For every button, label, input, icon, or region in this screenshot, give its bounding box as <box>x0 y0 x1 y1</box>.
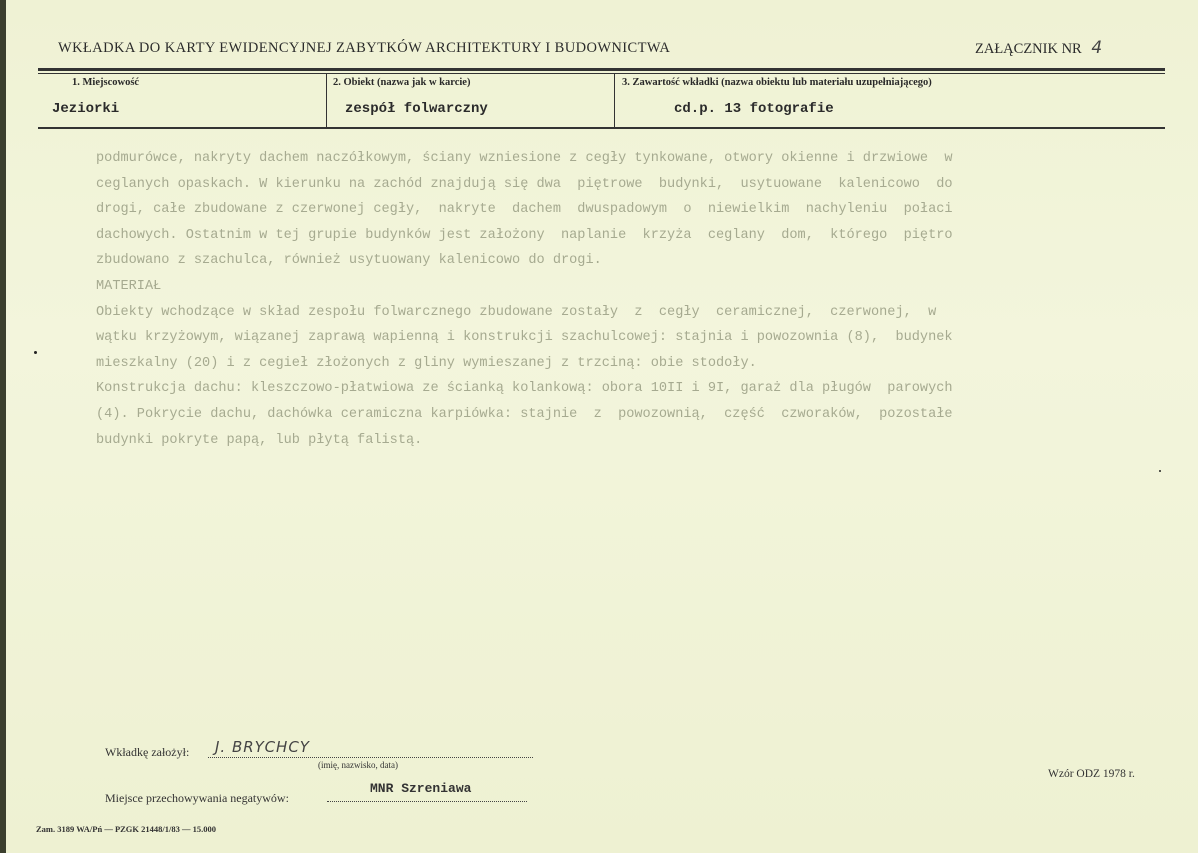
field-divider <box>614 74 615 128</box>
description-line: Obiekty wchodzące w skład zespołu folwarcznego zbudowane zostały z cegły ceramicznej, czerwonej, w <box>96 304 937 320</box>
description-line: (4). Pokrycie dachu, dachówka ceramiczna karpiówka: stajnie z powozownią, część czworaków, pozostałe <box>96 406 953 422</box>
header-rule-thin <box>38 73 1165 74</box>
description-line: mieszkalny (20) i z cegieł złożonych z gliny wymieszanej z trzciną: obie stodoły. <box>96 355 757 371</box>
field-divider <box>326 74 327 128</box>
negatives-line <box>327 801 527 802</box>
locality-value: Jeziorki <box>52 101 120 117</box>
paper-speck <box>1159 470 1161 472</box>
negatives-value: MNR Szreniawa <box>370 781 472 796</box>
fields-bottom-rule <box>38 127 1165 129</box>
description-line: podmurówce, nakryty dachem naczółkowym, ściany wzniesione z cegły tynkowane, otwory okienne i drzwiowe w <box>96 151 953 166</box>
description-line: wątku krzyżowym, wiązanej zaprawą wapienną i konstrukcji szachulcowej: stajnia i powozownia (8), budynek <box>96 330 953 346</box>
annex-number <box>975 38 1102 58</box>
description-line: drogi, całe zbudowane z czerwonej cegły, nakryte dachem dwuspadowym o niewielkim nachyleniu połaci <box>96 202 953 218</box>
paper-speck <box>34 351 37 354</box>
negatives-label: Miejsce przechowywania negatywów: <box>105 791 289 805</box>
created-by-signature: J. BRYCHCY <box>215 738 310 756</box>
description-line: dachowych. Ostatnim w tej grupie budynków jest założony naplanie krzyża ceglany dom, którego piętro <box>96 227 953 243</box>
description-line: Konstrukcja dachu: kleszczowo-płatwiowa ze ścianką kolankową: obora 10II i 9I, garaż dla pługów parowych <box>96 381 953 397</box>
created-by-note: (imię, nazwisko, data) <box>318 760 398 770</box>
header-rule <box>38 68 1165 71</box>
description-line: budynki pokryte papą, lub płytą falistą. <box>96 432 423 448</box>
annex-handwritten-number: 4 <box>1091 38 1103 58</box>
created-by-label: Wkładkę założył: <box>105 745 190 759</box>
description-line: ceglanych opaskach. W kierunku na zachód znajdują się dwa piętrowe budynki, usytuowane kalenicowo do <box>96 176 953 192</box>
content-label: 3. Zawartość wkładki (nazwa obiektu lub materiału uzupełniającego) <box>622 77 932 88</box>
content-value: cd.p. 13 fotografie <box>674 101 834 117</box>
description-text <box>96 146 1156 453</box>
template-version: Wzór ODZ 1978 r. <box>1048 768 1135 780</box>
locality-label: 1. Miejscowość <box>72 77 140 88</box>
object-value: zespół folwarczny <box>345 101 488 117</box>
annex-label: ZAŁĄCZNIK NR <box>975 41 1082 57</box>
print-order-note: Zam. 3189 WA/Pń — PZGK 21448/1/83 — 15.000 <box>36 824 217 834</box>
section-heading-material: MATERIAŁ <box>96 278 162 294</box>
form-title: WKŁADKA DO KARTY EWIDENCYJNEJ ZABYTKÓW ARCHITEKTURY I BUDOWNICTWA <box>58 40 671 56</box>
description-line: zbudowano z szachulca, również usytuowany kalenicowo do drogi. <box>96 253 602 269</box>
object-label: 2. Obiekt (nazwa jak w karcie) <box>333 77 471 88</box>
created-by-line <box>208 757 533 758</box>
